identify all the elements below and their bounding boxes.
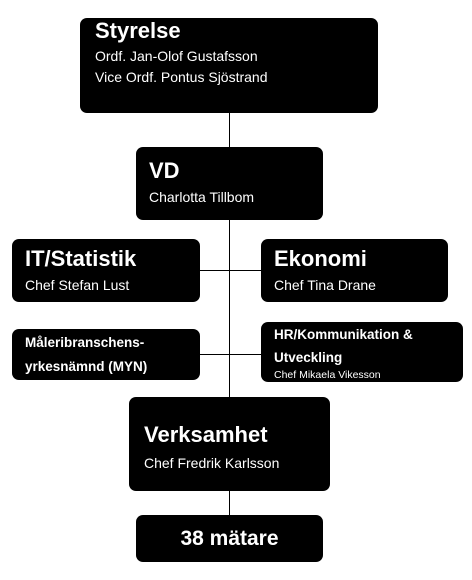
box-vd-name: Charlotta Tillbom <box>149 189 255 205</box>
box-vd-title: VD <box>149 158 180 183</box>
connector-vd-verksamhet <box>229 220 230 397</box>
connector-verksamhet-matare <box>229 491 230 515</box>
box-styrelse-vice-chair: Vice Ordf. Pontus Sjöstrand <box>95 69 268 85</box>
box-hr-chef: Chef Mikaela Vikesson <box>274 369 381 381</box>
box-myn <box>12 329 200 380</box>
box-hr-title-line-1: HR/Kommunikation & <box>274 327 413 342</box>
box-ekonomi-chef: Chef Tina Drane <box>274 277 376 293</box>
box-ekonomi <box>261 239 448 302</box>
box-verksamhet <box>129 397 330 491</box>
connector-it-ekonomi <box>200 270 261 271</box>
connector-myn-hr <box>200 354 261 355</box>
box-myn-title-line-2: yrkesnämnd (MYN) <box>25 359 148 374</box>
box-styrelse-chair: Ordf. Jan-Olof Gustafsson <box>95 48 258 64</box>
box-styrelse <box>80 18 378 113</box>
box-ekonomi-title: Ekonomi <box>274 246 367 271</box>
box-it-statistik <box>12 239 200 302</box>
box-verksamhet-chef: Chef Fredrik Karlsson <box>144 455 280 471</box>
box-verksamhet-title: Verksamhet <box>144 422 268 447</box>
connector-styrelse-vd <box>229 113 230 147</box>
box-styrelse-title: Styrelse <box>95 18 181 43</box>
box-myn-title-line-1: Måleribranschens- <box>25 335 145 350</box>
box-vd <box>136 147 323 220</box>
box-hr-kommunikation <box>261 322 463 382</box>
box-it-statistik-title: IT/Statistik <box>25 246 137 271</box>
box-it-statistik-chef: Chef Stefan Lust <box>25 277 130 293</box>
box-matare-title: 38 mätare <box>180 527 279 550</box>
box-hr-title-line-2: Utveckling <box>274 350 343 365</box>
box-matare <box>136 515 323 562</box>
